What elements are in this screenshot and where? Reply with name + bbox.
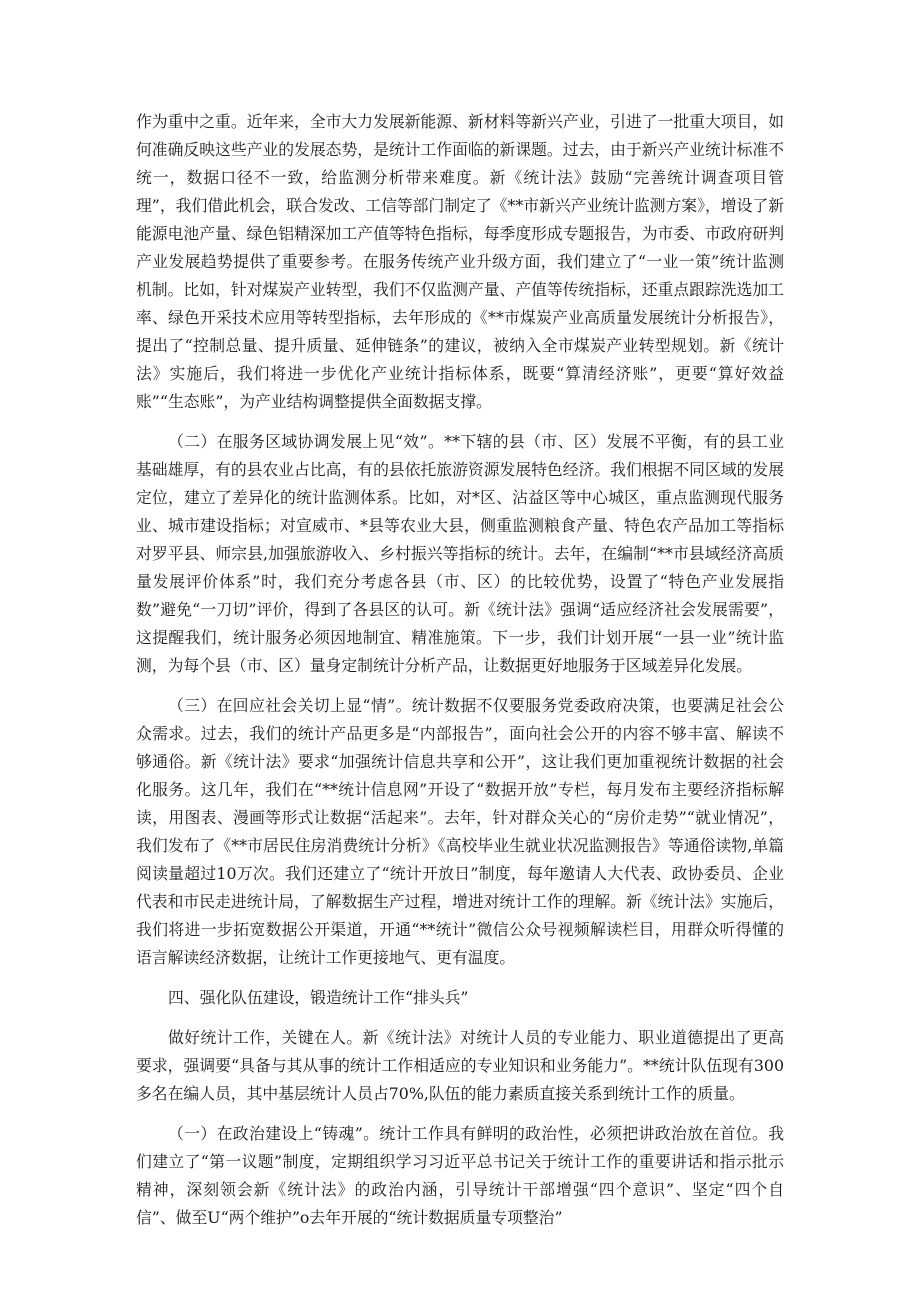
paragraph-political-building: （一）在政治建设上“铸魂”。统计工作具有鲜明的政治性，必须把讲政治放在首位。我们建立了“第一议题”制度，定期组织学习习近平总书记关于统计工作的重要讲话和指示批示精神，深刻领会新《统计法》的政治内涵，引导统计干部增强“四个意识”、坚定“四个自信”、做至U“两个维护”o去年开展的“统计数据质量专项整治”: [136, 1124, 784, 1227]
paragraph-social-concerns: （三）在回应社会关切上显“情”。统计数据不仅要服务党委政府决策，也要满足社会公众需求。过去，我们的统计产品更多是“内部报告”，面向社会公开的内容不够丰富、解读不够通俗。新《统计法》要求“加强统计信息共享和公开”，这让我们更加重视统计数据的社会化服务。这几年，我们在“**统计信息网”开设了“数据开放”专栏，每月发布主要经济指标解读，用图表、漫画等形式让数据“活起来”。去年，针对群众关心的“房价走势”“就业情况”，我们发布了《**市居民住房消费统计分析》《高校毕业生就业状况监测报告》等通俗读物,单篇阅读量超过10万次。我们还建立了“统计开放日”制度，每年邀请人大代表、政协委员、企业代表和市民走进统计局，了解数据生产过程，增进对统计工作的理解。新《统计法》实施后，我们将进一步拓宽数据公开渠道，开通“**统计”微信公众号视频解读栏目，用群众听得懂的语言解读经济数据，让统计工作更接地气、更有温度。: [136, 696, 784, 967]
paragraph-regional-development: （二）在服务区域协调发展上见“效”。**下辖的县（市、区）发展不平衡，有的县工业基础雄厚，有的县农业占比高，有的县依托旅游资源发展特色经济。我们根据不同区域的发展定位，建立了差异化的统计监测体系。比如，对*区、沾益区等中心城区，重点监测现代服务业、城市建设指标；对宣威市、*县等农业大县，侧重监测粮食产量、特色农产品加工等指标 对罗平县、师宗县,加强旅游收入、乡村振兴等指标的统计。去年，在编制“**市县域经济高质量发展评价体系”时，我们充分考虑各县（市、区）的比较优势，设置了“特色产业发展指数”避免“一刀切”评价，得到了各县区的认可。新《统计法》强调“适应经济社会发展需要”，这提醒我们，统计服务必须因地制宜、精准施策。下一步，我们计划开展“一县一业”统计监测，为每个县（市、区）量身定制统计分析产品，让数据更好地服务于区域差异化发展。: [136, 432, 784, 675]
section-heading-team-building: 四、强化队伍建设，锻造统计工作“排头兵”: [168, 988, 469, 1007]
document-page: [136, 108, 784, 1232]
paragraph-industry-statistics: 作为重中之重。近年来，全市大力发展新能源、新材料等新兴产业，引进了一批重大项目，如何准确反映这些产业的发展态势，是统计工作面临的新课题。过去，由于新兴产业统计标准不统一，数据口径不一致，给监测分析带来难度。新《统计法》鼓励“完善统计调查项目管理”，我们借此机会，联合发改、工信等部门制定了《**市新兴产业统计监测方案》，增设了新能源电池产量、绿色铝精深加工产值等特色指标，每季度形成专题报告，为市委、市政府研判产业发展趋势提供了重要参考。在服务传统产业升级方面，我们建立了“一业一策”统计监测机制。比如，针对煤炭产业转型，我们不仅监测产量、产值等传统指标，还重点跟踪洗选加工率、绿色开采技术应用等转型指标，去年形成的《**市煤炭产业高质量发展统计分析报告》，提出了“控制总量、提升质量、延伸链条”的建议，被纳入全市煤炭产业转型规划。新《统计法》实施后，我们将进一步优化产业统计指标体系，既要“算清经济账”，更要“算好效益账”“生态账”，为产业结构调整提供全面数据支撑。: [136, 112, 784, 411]
paragraph-team-intro: 做好统计工作，关键在人。新《统计法》对统计人员的专业能力、职业道德提出了更高要求，强调要“具备与其从事的统计工作相适应的专业知识和业务能力”。**统计队伍现有300多名在编人员，其中基层统计人员占70%,队伍的能力素质直接关系到统计工作的质量。: [136, 1028, 784, 1103]
